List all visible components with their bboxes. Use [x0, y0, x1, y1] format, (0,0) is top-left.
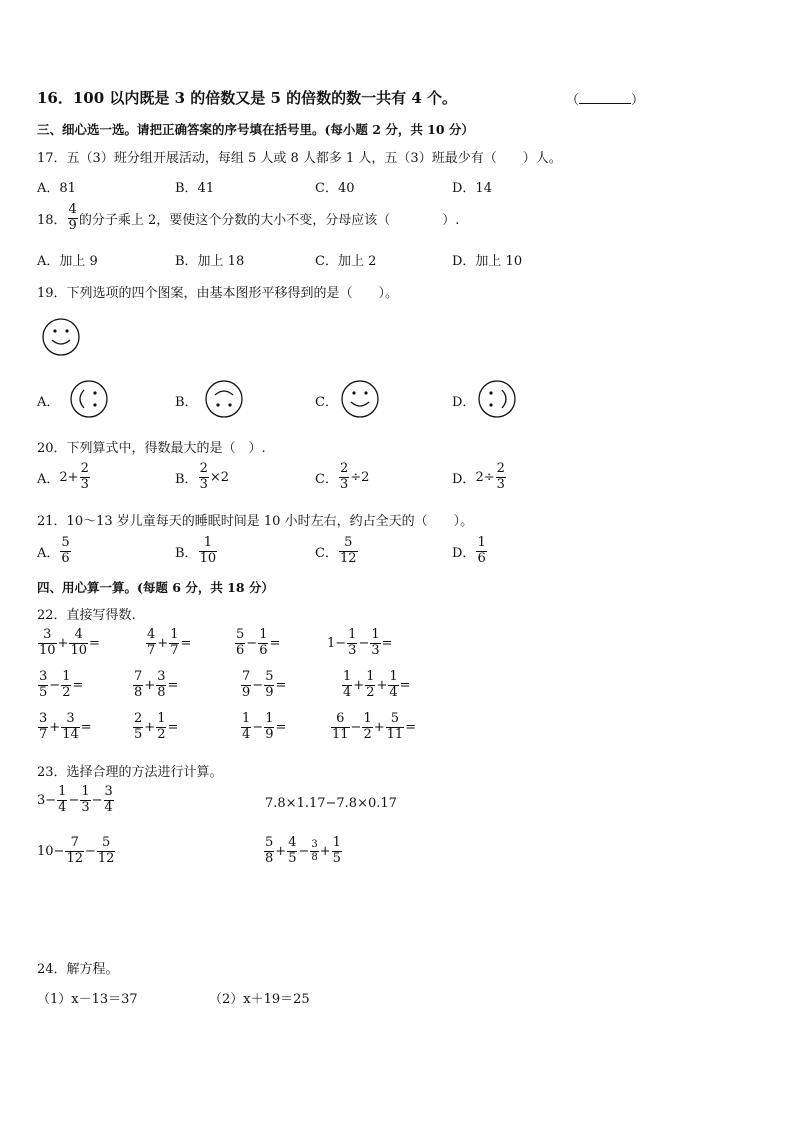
fraction: $\frac{5}{12}$: [339, 535, 357, 566]
option-20-b[interactable]: B． $\frac{2}{3}$ ×2: [175, 461, 230, 492]
option-17-b[interactable]: B．41: [175, 181, 215, 196]
rotated-left-smiley-icon[interactable]: [68, 378, 110, 420]
calc-expression[interactable]: 1− $\frac{1}{3}$ − $\frac{1}{3}$ =: [327, 627, 393, 658]
option-17-d[interactable]: D．14: [452, 181, 492, 196]
question-18-text: 的分子乘上 2，要使这个分数的大小不变，分母应该（ ）.: [78, 212, 460, 228]
question-24-text: 24．解方程。: [37, 962, 119, 977]
option-20-c[interactable]: C． $\frac{2}{3}$ ÷2: [315, 461, 370, 492]
equation-1[interactable]: （1）x－13＝37: [37, 992, 138, 1007]
question-17-text: 17．五（3）班分组开展活动，每组 5 人或 8 人都多 1 人，五（3）班最少有（ ）人。: [37, 151, 562, 166]
section-3-title: 三、细心选一选。请把正确答案的序号填在括号里。(每小题 2 分，共 10 分）: [37, 122, 474, 137]
option-21-c[interactable]: C． $\frac{5}{12}$: [315, 535, 357, 566]
question-19-text: 19．下列选项的四个图案，由基本图形平移得到的是（ ）。: [37, 286, 399, 301]
calc-expression[interactable]: $\frac{5}{6}$ − $\frac{1}{6}$ =: [236, 627, 281, 658]
upside-down-smiley-icon[interactable]: [203, 378, 245, 420]
option-18-a[interactable]: A．加上 9: [37, 254, 98, 269]
fraction: $\frac{2}{3}$: [199, 461, 208, 492]
option-18-d[interactable]: D．加上 10: [452, 254, 523, 269]
rotated-right-smiley-icon[interactable]: [476, 378, 518, 420]
calc-expression[interactable]: $\frac{7}{8}$ + $\frac{3}{8}$ =: [134, 669, 179, 700]
calc-expression[interactable]: $\frac{3}{5}$ − $\frac{1}{2}$ =: [39, 669, 84, 700]
fraction: $\frac{1}{10}$: [199, 535, 217, 566]
question-16-text: 16．100 以内既是 3 的倍数又是 5 的倍数的数一共有 4 个。: [37, 89, 458, 107]
option-18-b[interactable]: B．加上 18: [175, 254, 245, 269]
fraction: $\frac{5}{6}$: [61, 535, 70, 566]
option-21-b[interactable]: B． $\frac{1}{10}$: [175, 535, 217, 566]
option-17-c[interactable]: C．40: [315, 181, 355, 196]
option-19-d[interactable]: D．: [452, 395, 476, 410]
option-17-a[interactable]: A．81: [37, 181, 76, 196]
answer-line: [579, 91, 631, 104]
calc-expression[interactable]: $\frac{3}{10}$ + $\frac{4}{10}$ =: [39, 627, 100, 658]
calc-expression[interactable]: $\frac{2}{5}$ + $\frac{1}{2}$ =: [134, 711, 179, 742]
question-21-text: 21．10～13 岁儿童每天的睡眠时间是 10 小时左右，约占全天的（ ）。: [37, 514, 474, 529]
fraction: $\frac{4}{9}$: [68, 202, 77, 233]
calc-expression[interactable]: $\frac{1}{4}$ − $\frac{1}{9}$ =: [242, 711, 287, 742]
calc-expression[interactable]: $\frac{6}{11}$ − $\frac{1}{2}$ + $\frac{5}{11}$ =: [332, 711, 417, 742]
option-19-c[interactable]: C．: [315, 395, 338, 410]
question-22-text: 22．直接写得数.: [37, 608, 136, 623]
question-16: [37, 87, 457, 108]
question-18: 18． $\frac{4}{9}$ 的分子乘上 2，要使这个分数的大小不变，分母应该（ ）.: [37, 202, 460, 233]
calc-expression[interactable]: $\frac{3}{7}$ + $\frac{3}{14}$ =: [39, 711, 92, 742]
answer-blank-16[interactable]: （ ）: [566, 93, 645, 108]
option-18-c[interactable]: C．加上 2: [315, 254, 377, 269]
translated-smiley-icon[interactable]: [339, 378, 381, 420]
option-19-b[interactable]: B．: [175, 395, 198, 410]
fraction: $\frac{2}{3}$: [80, 461, 89, 492]
calc-expression[interactable]: 3− $\frac{1}{4}$ − $\frac{1}{3}$ − $\frac{3}{4}$: [37, 784, 113, 815]
question-20-text: 20．下列算式中，得数最大的是（ ）.: [37, 441, 266, 456]
calc-expression[interactable]: 10− $\frac{7}{12}$ − $\frac{5}{12}$: [37, 835, 115, 866]
option-21-a[interactable]: A． $\frac{5}{6}$: [37, 535, 70, 566]
option-19-a[interactable]: A．: [37, 395, 60, 410]
section-4-title: 四、用心算一算。(每题 6 分，共 18 分）: [37, 580, 274, 595]
option-20-a[interactable]: A．2+ $\frac{2}{3}$: [37, 461, 89, 492]
option-21-d[interactable]: D． $\frac{1}{6}$: [452, 535, 486, 566]
smiley-face-icon: [40, 316, 82, 358]
fraction: $\frac{2}{3}$: [496, 461, 505, 492]
calc-expression[interactable]: 7.8×1.17−7.8×0.17: [265, 796, 397, 811]
calc-expression[interactable]: $\frac{1}{4}$ + $\frac{1}{2}$ + $\frac{1}{4}$ =: [343, 669, 411, 700]
option-20-d[interactable]: D．2÷ $\frac{2}{3}$: [452, 461, 505, 492]
equation-2[interactable]: （2）x＋19＝25: [209, 992, 310, 1007]
calc-expression[interactable]: $\frac{7}{9}$ − $\frac{5}{9}$ =: [242, 669, 287, 700]
calc-expression[interactable]: $\frac{5}{8}$ + $\frac{4}{5}$ − $\frac{3}{8}$ + $\frac{1}{5}$: [265, 835, 341, 866]
calc-expression[interactable]: $\frac{4}{7}$ + $\frac{1}{7}$ =: [147, 627, 192, 658]
fraction: $\frac{1}{6}$: [477, 535, 486, 566]
fraction: $\frac{2}{3}$: [339, 461, 349, 492]
question-23-text: 23．选择合理的方法进行计算。: [37, 765, 223, 780]
